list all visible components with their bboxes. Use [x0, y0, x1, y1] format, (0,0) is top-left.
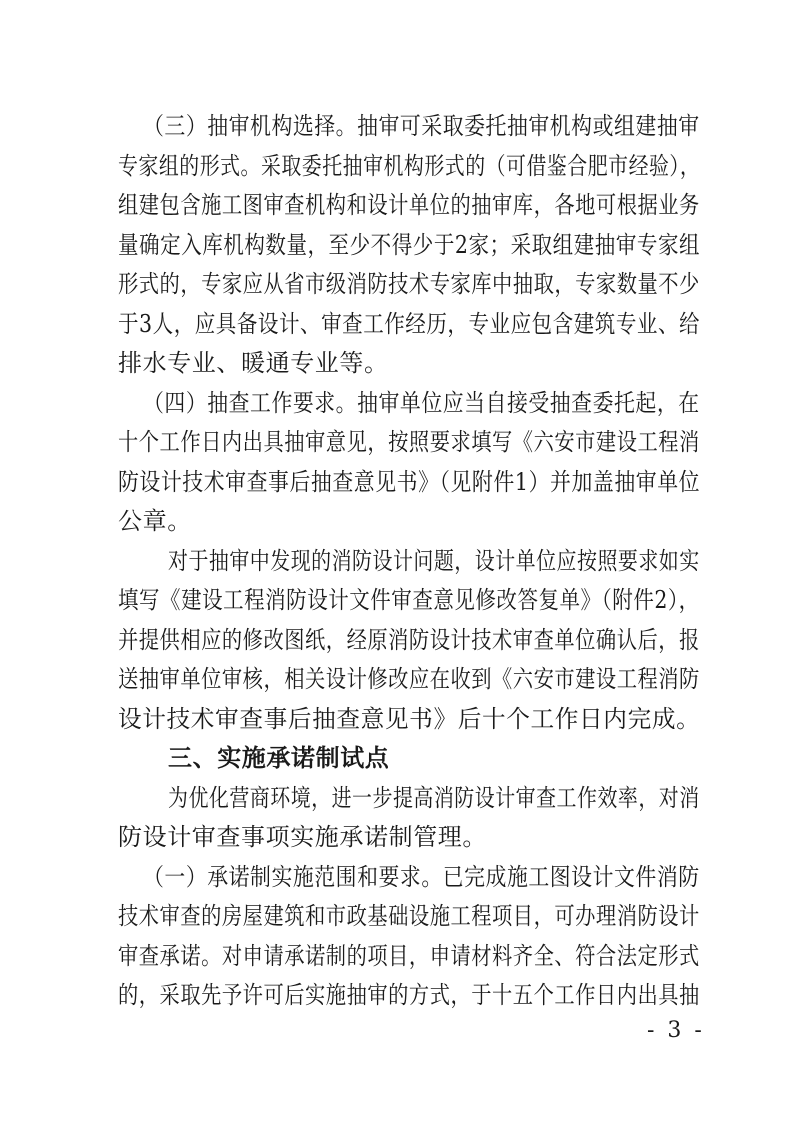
paragraph-line: 形式的，专家应从省市级消防技术专家库中抽取，专家数量不少 — [118, 270, 700, 298]
paragraph-line: 量确定入库机构数量，至少不得少于2家；采取组建抽审专家组 — [118, 231, 701, 259]
paragraph-line: 为优化营商环境，进一步提高消防设计审查工作效率，对消 — [168, 784, 700, 812]
paragraph-line: 的，采取先予许可后实施抽审的方式，于十五个工作日内出具抽 — [118, 981, 700, 1009]
paragraph-line: 送抽审单位审核，相关设计修改应在收到《六安市建设工程消防 — [118, 665, 700, 693]
paragraph-line: 专家组的形式。采取委托抽审机构形式的（可借鉴合肥市经验）， — [118, 152, 701, 180]
paragraph-line: 对于抽审中发现的消防设计问题，设计单位应按照要求如实 — [168, 547, 700, 575]
paragraph-line: 于3人，应具备设计、审查工作经历，专业应包含建筑专业、给 — [118, 310, 701, 338]
paragraph-line: 排水专业、暖通专业等。 — [118, 349, 389, 377]
paragraph-line: （一）承诺制实施范围和要求。已完成施工图设计文件消防 — [143, 863, 700, 891]
section-heading: 三、实施承诺制试点 — [168, 744, 390, 772]
paragraph-line: 组建包含施工图审查机构和设计单位的抽审库，各地可根据业务 — [118, 191, 700, 219]
paragraph-line: 填写《建设工程消防设计文件审查意见修改答复单》（附件2）， — [118, 586, 700, 614]
paragraph-line: 技术审查的房屋建筑和市政基础设施工程项目，可办理消防设计 — [118, 902, 700, 930]
paragraph-line: （三）抽审机构选择。抽审可采取委托抽审机构或组建抽审 — [143, 112, 700, 140]
paragraph-line: （四）抽查工作要求。抽审单位应当自接受抽查委托起，在 — [143, 389, 700, 417]
paragraph-line: 设计技术审查事后抽查意见书》后十个工作日内完成。 — [118, 705, 701, 733]
paragraph-line: 审查承诺。对申请承诺制的项目，申请材料齐全、符合法定形式 — [118, 942, 700, 970]
paragraph-line: 并提供相应的修改图纸，经原消防设计技术审查单位确认后，报 — [118, 626, 700, 654]
paragraph-line: 防设计审查事项实施承诺制管理。 — [118, 823, 487, 851]
paragraph-line: 防设计技术审查事后抽查意见书》（见附件1）并加盖抽审单位 — [118, 468, 701, 496]
paragraph-line: 十个工作日内出具抽审意见，按照要求填写《六安市建设工程消 — [118, 428, 700, 456]
page-number: - 3 - — [647, 1018, 705, 1043]
paragraph-line: 公章。 — [118, 507, 192, 535]
